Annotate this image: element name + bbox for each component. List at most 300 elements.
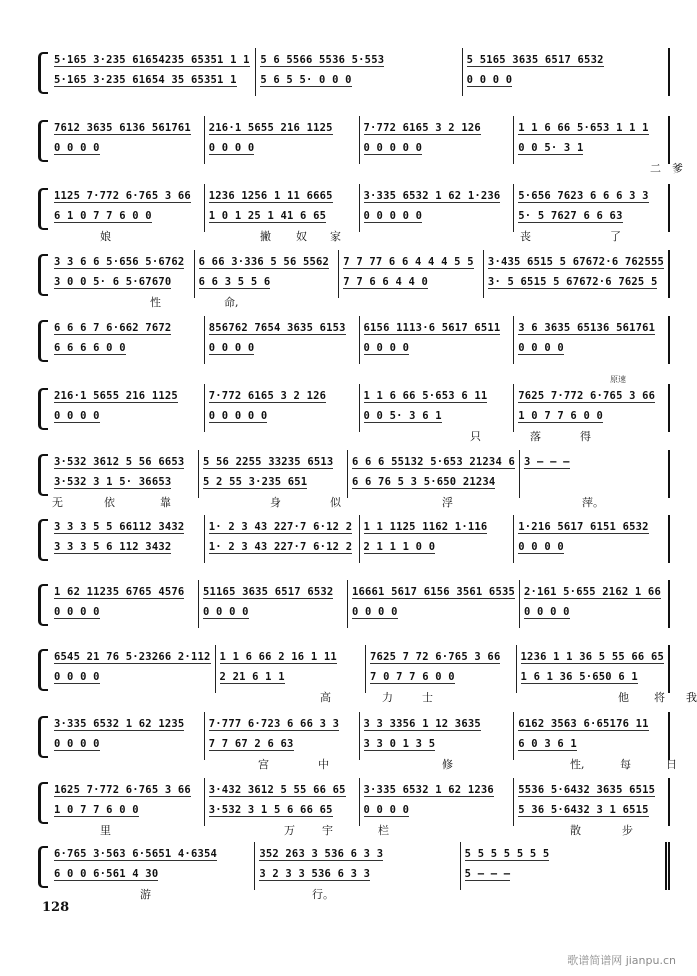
lyric-syllable: 里 <box>100 824 111 837</box>
lyrics-line <box>50 160 683 178</box>
accompaniment-notes: 0 0 0 0 <box>518 342 564 354</box>
score-system <box>38 116 683 180</box>
melody-line <box>364 780 510 800</box>
system-bracket <box>38 782 48 824</box>
measure <box>463 48 670 96</box>
staff <box>50 450 670 498</box>
measure <box>50 645 216 693</box>
system-bracket <box>38 454 48 496</box>
lyric-syllable: 游 <box>140 888 151 901</box>
lyrics-line <box>50 494 670 512</box>
accompaniment-line <box>352 472 515 492</box>
system-bracket <box>38 519 48 561</box>
accompaniment-notes: 0 0 0 0 0 <box>363 210 423 222</box>
measure <box>199 450 348 498</box>
melody-notes: 7·772 6165 3 2 126 <box>208 390 327 402</box>
melody-line <box>518 517 664 537</box>
accompaniment-line <box>199 272 335 292</box>
lyric-syllable: 了 <box>610 230 621 243</box>
melody-line <box>259 844 455 864</box>
lyric-syllable: 我 <box>686 691 697 704</box>
accompaniment-line <box>364 537 510 557</box>
lyric-syllable: 丧 <box>520 230 531 243</box>
accompaniment-notes: 1 6 1 36 5·650 6 1 <box>520 671 638 683</box>
measure <box>50 778 205 826</box>
melody-line <box>364 186 510 206</box>
accompaniment-line <box>203 472 343 492</box>
accompaniment-notes: 0 0 0 0 <box>54 142 100 154</box>
measure <box>50 450 199 498</box>
melody-line <box>209 318 355 338</box>
accompaniment-notes: 3 0 0 5· 6 5·67670 <box>54 276 172 288</box>
score-system <box>38 712 677 776</box>
measure <box>348 580 520 628</box>
melody-notes: 1236 1 1 36 5 55 66 65 <box>520 651 665 663</box>
melody-notes: 3·435 6515 5 67672·6 762555 <box>487 256 665 268</box>
melody-notes: 7 7 77 6 6 4 4 4 5 5 <box>343 256 474 268</box>
lyric-syllable: 性, <box>570 758 585 771</box>
melody-notes: 216·1 5655 216 1125 <box>54 390 178 402</box>
measure <box>255 842 460 890</box>
page-number: 128 <box>42 900 70 915</box>
accompaniment-notes: 0 0 0 0 <box>54 410 100 422</box>
melody-line <box>54 647 211 667</box>
measure <box>50 580 199 628</box>
measure <box>50 842 255 890</box>
measure <box>339 250 484 298</box>
melody-notes: 5 5 5 5 5 5 5 <box>464 848 550 860</box>
melody-notes: 6 6 6 55132 5·653 21234 6 <box>351 456 516 468</box>
measure <box>205 184 360 232</box>
score-system <box>38 316 670 380</box>
accompaniment-line <box>220 667 362 687</box>
melody-line <box>518 186 664 206</box>
lyric-syllable: 行。 <box>312 888 334 901</box>
system-bracket <box>38 254 48 296</box>
accompaniment-notes: 7 7 67 2 6 63 <box>208 738 294 750</box>
lyric-syllable: 力 <box>382 691 393 704</box>
lyrics-line <box>50 756 677 774</box>
melody-line <box>209 118 355 138</box>
accompaniment-notes: 0 0 0 0 0 <box>208 410 268 422</box>
score-system <box>38 645 697 709</box>
melody-line <box>54 780 200 800</box>
accompaniment-notes: 3 2 3 3 536 6 3 3 <box>259 868 371 880</box>
measure <box>360 384 515 432</box>
accompaniment-line <box>54 272 190 292</box>
accompaniment-line <box>54 138 200 158</box>
measure <box>50 712 205 760</box>
tempo-marking: 原速 <box>610 375 626 384</box>
measure <box>517 645 670 693</box>
accompaniment-line <box>54 537 200 557</box>
lyric-syllable: 依 <box>104 496 115 509</box>
system-bracket <box>38 846 48 888</box>
melody-notes: 3·532 3612 5 56 6653 <box>54 456 185 468</box>
melody-notes: 51165 3635 6517 6532 <box>202 586 334 598</box>
lyric-syllable: 万 <box>284 824 295 837</box>
melody-line <box>524 452 664 472</box>
score-system <box>38 250 670 314</box>
melody-line <box>54 186 200 206</box>
melody-line <box>370 647 512 667</box>
accompaniment-notes: 5 2 55 3·235 651 <box>202 476 308 488</box>
lyrics-line <box>50 822 670 840</box>
lyric-syllable: 散 <box>570 824 581 837</box>
measure <box>205 778 360 826</box>
lyric-syllable: 靠 <box>160 496 171 509</box>
accompaniment-line <box>518 734 664 754</box>
melody-line <box>54 50 251 70</box>
accompaniment-line <box>54 406 200 426</box>
staff <box>50 316 670 364</box>
accompaniment-notes: 0 0 0 0 <box>466 74 513 86</box>
measure <box>50 384 205 432</box>
accompaniment-line <box>364 800 510 820</box>
melody-line <box>199 252 335 272</box>
melody-line <box>54 386 200 406</box>
lyric-syllable: 身 <box>270 496 281 509</box>
score-system <box>38 580 670 644</box>
lyric-syllable: 栏 <box>378 824 389 837</box>
staff <box>50 842 670 890</box>
accompaniment-line <box>209 537 355 557</box>
measure <box>216 645 367 693</box>
measure <box>360 184 515 232</box>
measure <box>360 778 515 826</box>
measure <box>50 48 256 96</box>
melody-line <box>364 318 510 338</box>
melody-notes: 3 — — — <box>524 456 570 468</box>
measure <box>205 384 360 432</box>
melody-line <box>467 50 664 70</box>
melody-line <box>352 582 515 602</box>
system-bracket <box>38 649 48 691</box>
melody-notes: 5 56 2255 33235 6513 <box>202 456 334 468</box>
accompaniment-notes: 5 6 5 5· 0 0 0 <box>260 74 352 86</box>
staff <box>50 384 670 432</box>
score-system <box>38 48 670 112</box>
accompaniment-line <box>203 602 343 622</box>
system-bracket <box>38 320 48 362</box>
accompaniment-notes: 1 0 7 7 6 0 0 <box>54 804 139 816</box>
accompaniment-notes: 1 0 7 7 6 0 0 <box>518 410 604 422</box>
melody-notes: 6162 3563 6·65176 11 <box>518 718 649 730</box>
accompaniment-line <box>364 206 510 226</box>
measure <box>360 712 515 760</box>
melody-line <box>518 386 664 406</box>
staff <box>50 580 670 628</box>
accompaniment-line <box>465 864 661 884</box>
system-bracket <box>38 716 48 758</box>
accompaniment-line <box>209 338 355 358</box>
score-system <box>38 184 670 248</box>
melody-line <box>518 118 664 138</box>
melody-notes: 2·161 5·655 2162 1 66 <box>524 586 661 598</box>
accompaniment-notes: 0 0 0 0 <box>54 738 100 750</box>
accompaniment-line <box>54 734 200 754</box>
accompaniment-notes: 7 7 6 6 4 4 0 <box>343 276 429 288</box>
melody-line <box>54 844 250 864</box>
accompaniment-line <box>518 406 664 426</box>
accompaniment-line <box>364 734 510 754</box>
melody-line <box>364 517 510 537</box>
melody-notes: 3 3 6 6 5·656 5·6762 <box>54 256 185 268</box>
staff <box>50 712 670 760</box>
measure <box>199 580 348 628</box>
measure <box>520 580 670 628</box>
staff <box>50 116 670 164</box>
melody-line <box>364 386 510 406</box>
melody-notes: 1 1 6 66 5·653 6 11 <box>363 390 488 402</box>
accompaniment-notes: 5 36 5·6432 3 1 6515 <box>518 804 649 816</box>
lyric-syllable: 士 <box>422 691 433 704</box>
lyric-syllable: 只 <box>470 430 481 443</box>
score-system <box>38 375 670 448</box>
measure <box>360 316 515 364</box>
measure <box>514 116 670 164</box>
melody-notes: 1 1 6 66 5·653 1 1 1 <box>518 122 649 134</box>
measure <box>514 515 670 563</box>
melody-notes: 3·335 6532 1 62 1235 <box>54 718 185 730</box>
accompaniment-notes: 0 0 0 0 <box>524 606 570 618</box>
accompaniment-line <box>54 602 194 622</box>
system-bracket <box>38 584 48 626</box>
accompaniment-notes: 3· 5 6515 5 67672·6 7625 5 <box>487 276 658 288</box>
lyrics-line <box>50 689 697 707</box>
melody-notes: 1625 7·772 6·765 3 66 <box>54 784 191 796</box>
melody-notes: 1 62 11235 6765 4576 <box>54 586 185 598</box>
melody-notes: 3·335 6532 1 62 1236 <box>363 784 494 796</box>
measure <box>514 316 670 364</box>
melody-line <box>54 118 200 138</box>
accompaniment-notes: 0 0 0 0 <box>518 541 564 553</box>
score-system <box>38 842 670 906</box>
melody-line <box>343 252 479 272</box>
accompaniment-notes: 0 0 0 0 <box>363 804 410 816</box>
measure <box>360 515 515 563</box>
lyric-syllable: 他 <box>618 691 629 704</box>
accompaniment-line <box>524 602 664 622</box>
melody-line <box>524 582 664 602</box>
melody-line <box>364 714 510 734</box>
measure <box>461 842 670 890</box>
melody-notes: 1 1 1125 1162 1·116 <box>363 521 488 533</box>
lyric-syllable: 步 <box>622 824 633 837</box>
measure <box>256 48 462 96</box>
accompaniment-line <box>518 800 664 820</box>
melody-line <box>209 517 355 537</box>
accompaniment-notes: 3 3 3 5 6 112 3432 <box>54 541 172 553</box>
melody-notes: 5536 5·6432 3635 6515 <box>518 784 656 796</box>
lyric-syllable: 落 <box>530 430 541 443</box>
score-system <box>38 515 670 579</box>
accompaniment-line <box>259 864 455 884</box>
lyric-syllable: 每 <box>620 758 631 771</box>
staff <box>50 778 670 826</box>
accompaniment-line <box>54 472 194 492</box>
melody-notes: 6·765 3·563 6·5651 4·6354 <box>54 848 218 860</box>
accompaniment-notes: 0 0 0 0 <box>202 606 249 618</box>
melody-notes: 7625 7 72 6·765 3 66 <box>370 651 501 663</box>
melody-line <box>54 318 200 338</box>
accompaniment-notes: 0 0 0 0 <box>208 342 255 354</box>
melody-line <box>518 780 664 800</box>
melody-notes: 5 6 5566 5536 5·553 <box>260 54 385 66</box>
melody-line <box>521 647 664 667</box>
measure <box>514 712 670 760</box>
melody-line <box>209 714 355 734</box>
accompaniment-notes: 2 1 1 1 0 0 <box>363 541 436 553</box>
system-bracket <box>38 188 48 230</box>
melody-notes: 856762 7654 3635 6153 <box>208 322 346 334</box>
lyric-syllable: 高 <box>320 691 331 704</box>
accompaniment-line <box>54 667 211 687</box>
measure <box>360 116 515 164</box>
lyric-syllable: 家 <box>330 230 341 243</box>
accompaniment-line <box>343 272 479 292</box>
melody-notes: 3·432 3612 5 55 66 65 <box>208 784 346 796</box>
accompaniment-notes: 6 6 76 5 3 5·650 21234 <box>351 476 496 488</box>
melody-notes: 5 5165 3635 6517 6532 <box>466 54 604 66</box>
accompaniment-notes: 1 0 1 25 1 41 6 65 <box>208 210 327 222</box>
lyric-syllable: 修 <box>442 758 453 771</box>
accompaniment-notes: 3·532 3 1 5 6 66 65 <box>208 804 333 816</box>
lyric-syllable: 萍。 <box>582 496 604 509</box>
lyrics-line <box>50 886 670 904</box>
lyric-syllable: 宫 <box>258 758 269 771</box>
melody-notes: 6545 21 76 5·23266 2·112 <box>54 651 211 663</box>
melody-notes: 6 6 6 7 6·662 7672 <box>54 322 172 334</box>
accompaniment-line <box>209 206 355 226</box>
lyric-syllable: 宇 <box>322 824 333 837</box>
measure <box>50 515 205 563</box>
lyric-syllable: 爹 <box>672 162 683 175</box>
lyric-syllable: 浮 <box>442 496 453 509</box>
melody-notes: 6156 1113·6 5617 6511 <box>363 322 501 334</box>
accompaniment-notes: 0 0 0 0 <box>54 606 100 618</box>
accompaniment-line <box>364 338 510 358</box>
accompaniment-line <box>518 537 664 557</box>
measure <box>50 250 195 298</box>
lyric-syllable: 似 <box>330 496 341 509</box>
melody-line <box>364 118 510 138</box>
melody-notes: 6 66 3·336 5 56 5562 <box>198 256 330 268</box>
melody-line <box>203 452 343 472</box>
melody-notes: 7625 7·772 6·765 3 66 <box>518 390 656 402</box>
measure <box>205 712 360 760</box>
lyrics-line <box>50 428 670 446</box>
accompaniment-line <box>209 138 355 158</box>
accompaniment-notes: 7 0 7 7 6 0 0 <box>370 671 455 683</box>
melody-line <box>54 452 194 472</box>
accompaniment-notes: 5·165 3·235 61654 35 65351 1 <box>54 74 237 86</box>
melody-notes: 1 1 6 66 2 16 1 11 <box>219 651 337 663</box>
staff <box>50 515 670 563</box>
accompaniment-line <box>54 800 200 820</box>
melody-line <box>220 647 362 667</box>
melody-notes: 216·1 5655 216 1125 <box>208 122 333 134</box>
melody-notes: 16661 5617 6156 3561 6535 <box>351 586 516 598</box>
accompaniment-notes: 6 0 3 6 1 <box>518 738 577 750</box>
measure <box>50 116 205 164</box>
accompaniment-notes: 0 0 0 0 0 <box>363 142 423 154</box>
lyric-syllable: 奴 <box>296 230 307 243</box>
measure <box>514 184 670 232</box>
melody-line <box>54 582 194 602</box>
accompaniment-notes: 1· 2 3 43 227·7 6·12 2 <box>208 541 353 553</box>
accompaniment-line <box>54 206 200 226</box>
measure <box>514 778 670 826</box>
accompaniment-notes: 3 3 0 1 3 5 <box>363 738 436 750</box>
accompaniment-line <box>467 70 664 90</box>
measure <box>205 116 360 164</box>
accompaniment-line <box>518 206 664 226</box>
lyric-syllable: 中 <box>318 758 329 771</box>
measure <box>514 384 670 432</box>
melody-line <box>203 582 343 602</box>
accompaniment-notes: 0 0 0 0 <box>208 142 255 154</box>
accompaniment-notes: 0 0 0 0 <box>54 671 100 683</box>
staff <box>50 645 670 693</box>
accompaniment-notes: 6 0 0 6·561 4 30 <box>54 868 159 880</box>
melody-line <box>488 252 664 272</box>
melody-notes: 3·335 6532 1 62 1·236 <box>363 190 501 202</box>
measure <box>50 184 205 232</box>
accompaniment-line <box>521 667 664 687</box>
melody-notes: 1236 1256 1 11 6665 <box>208 190 333 202</box>
measure <box>195 250 340 298</box>
melody-notes: 3 3 3356 1 12 3635 <box>363 718 481 730</box>
lyrics-line <box>50 228 670 246</box>
accompaniment-line <box>54 338 200 358</box>
accompaniment-line <box>518 138 664 158</box>
lyric-syllable: 日 <box>666 758 677 771</box>
melody-notes: 5·656 7623 6 6 6 3 3 <box>518 190 649 202</box>
measure <box>348 450 520 498</box>
score-system <box>38 778 670 842</box>
melody-notes: 1·216 5617 6151 6532 <box>518 521 649 533</box>
measure <box>484 250 670 298</box>
measure <box>366 645 517 693</box>
melody-line <box>518 714 664 734</box>
melody-notes: 7·772 6165 3 2 126 <box>363 122 481 134</box>
lyric-syllable: 撇 <box>260 230 271 243</box>
accompaniment-line <box>370 667 512 687</box>
system-bracket <box>38 52 48 94</box>
lyric-syllable: 二 <box>650 162 661 175</box>
lyric-syllable: 命, <box>224 296 239 309</box>
accompaniment-notes: 0 0 5· 3 1 <box>518 142 584 154</box>
melody-line <box>518 318 664 338</box>
accompaniment-line <box>54 864 250 884</box>
accompaniment-line <box>518 338 664 358</box>
system-bracket <box>38 120 48 162</box>
measure <box>520 450 670 498</box>
melody-notes: 7612 3635 6136 561761 <box>54 122 191 134</box>
accompaniment-notes: 0 0 5· 3 6 1 <box>363 410 442 422</box>
melody-notes: 1125 7·772 6·765 3 66 <box>54 190 191 202</box>
staff <box>50 48 670 96</box>
measure <box>205 515 360 563</box>
accompaniment-notes: 6 1 0 7 7 6 0 0 <box>54 210 152 222</box>
lyric-syllable: 无 <box>52 496 63 509</box>
melody-line <box>352 452 515 472</box>
accompaniment-notes: 5· 5 7627 6 6 63 <box>518 210 623 222</box>
melody-line <box>54 714 200 734</box>
accompaniment-notes: 3·532 3 1 5· 36653 <box>54 476 172 488</box>
score-system <box>38 450 670 514</box>
